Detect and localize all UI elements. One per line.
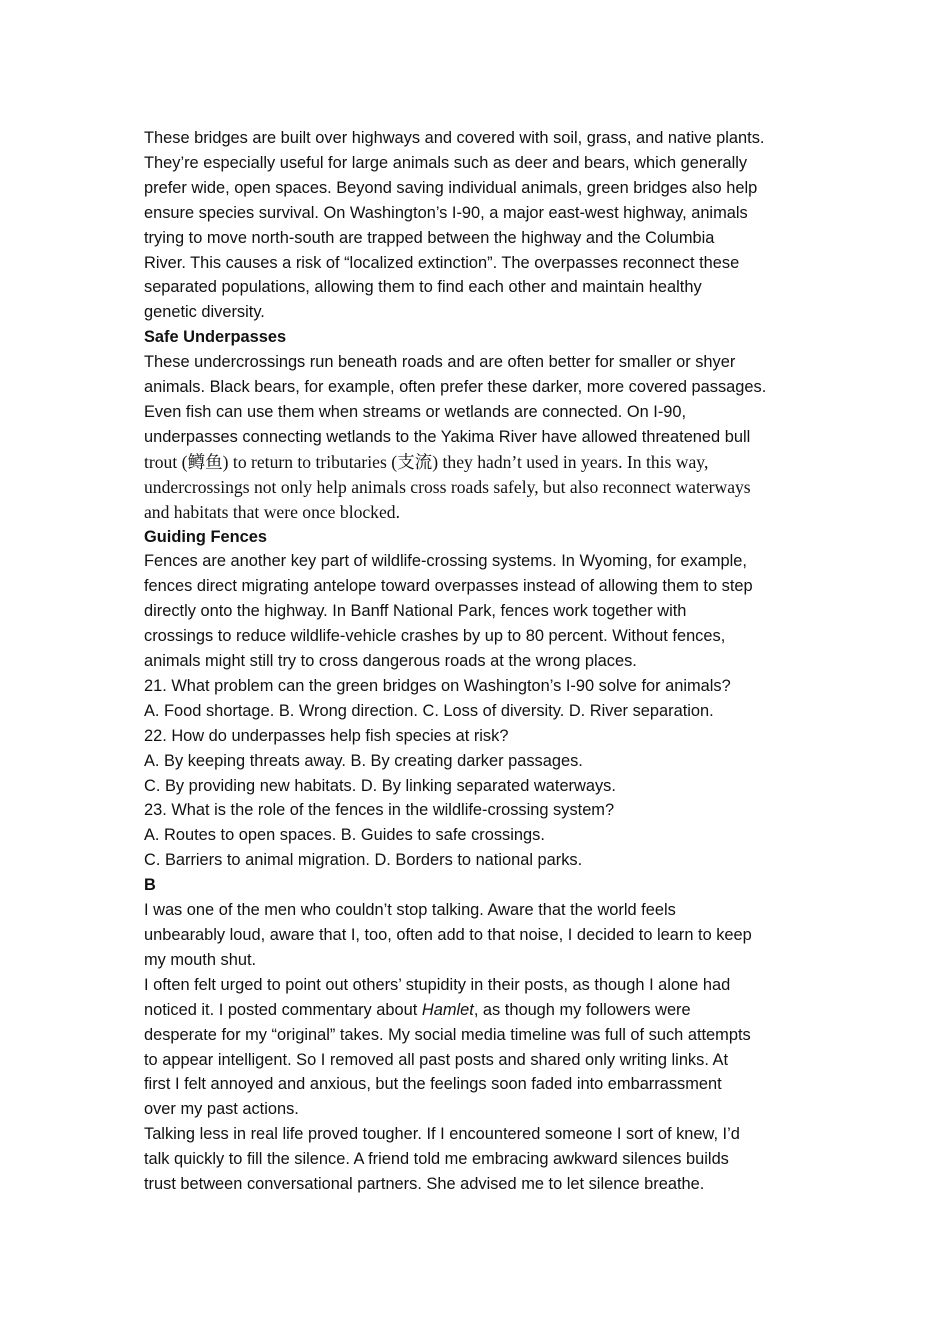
text-line: animals might still try to cross dangerous roads at the wrong places.	[144, 652, 637, 671]
text-line: I was one of the men who couldn’t stop talking. Aware that the world feels	[144, 901, 676, 920]
text-line: I often felt urged to point out others’ stupidity in their posts, as though I alone had	[144, 975, 731, 994]
text-line: These undercrossings run beneath roads and are often better for smaller or shyer	[144, 353, 736, 372]
text-line: unbearably loud, aware that I, too, often add to that noise, I decided to learn to keep	[144, 926, 752, 944]
passage-heading: B	[144, 876, 156, 895]
text-line: animals. Black bears, for example, often prefer these darker, more covered passages.	[144, 378, 767, 397]
text-line: Fences are another key part of wildlife-crossing systems. In Wyoming, for example,	[144, 552, 747, 571]
text-line: They’re especially useful for large animals such as deer and bears, which generally	[144, 153, 748, 172]
text-line: to appear intelligent. So I removed all past posts and shared only writing links. At	[144, 1050, 729, 1069]
passage-b	[144, 873, 814, 1197]
text-line: trout (鳟鱼) to return to tributaries (支流) they hadn’t used in years. In this way,	[144, 451, 709, 472]
section-heading: Guiding Fences	[144, 527, 267, 546]
text-line: first I felt annoyed and anxious, but the feelings soon faded into embarrassment	[144, 1075, 722, 1094]
section-safe-underpasses	[144, 325, 814, 524]
questions-block	[144, 674, 814, 873]
question-22-options: A. By keeping threats away. B. By creating darker passages.	[144, 751, 583, 770]
text-line: and habitats that were once blocked.	[144, 501, 400, 522]
text-line: over my past actions.	[144, 1100, 299, 1119]
italic-title: Hamlet	[421, 1000, 474, 1019]
text-line	[144, 998, 814, 1023]
text-line: trust between conversational partners. She advised me to let silence breathe.	[144, 1175, 705, 1194]
text-line: Talking less in real life proved tougher. If I encountered someone I sort of knew, I’d	[144, 1125, 740, 1144]
text-line: crossings to reduce wildlife-vehicle crashes by up to 80 percent. Without fences,	[144, 627, 726, 646]
text-line: ensure species survival. On Washington’s I-90, a major east-west highway, animals	[144, 203, 748, 222]
text-line: my mouth shut.	[144, 950, 257, 969]
text-line: prefer wide, open spaces. Beyond saving individual animals, green bridges also help	[144, 178, 758, 197]
question-22-options: C. By providing new habitats. D. By linking separated waterways.	[144, 776, 616, 795]
document-page	[144, 126, 814, 1197]
text-line: fences direct migrating antelope toward overpasses instead of allowing them to step	[144, 577, 753, 596]
text-line: genetic diversity.	[144, 303, 265, 322]
text-line: talk quickly to fill the silence. A friend told me embracing awkward silences builds	[144, 1150, 729, 1169]
question-21-options: A. Food shortage. B. Wrong direction. C. Loss of diversity. D. River separation.	[144, 701, 714, 720]
question-22: 22. How do underpasses help fish species at risk?	[144, 726, 509, 745]
question-23-options: A. Routes to open spaces. B. Guides to safe crossings.	[144, 826, 545, 845]
section-heading: Safe Underpasses	[144, 328, 287, 347]
question-21: 21. What problem can the green bridges on Washington’s I-90 solve for animals?	[144, 676, 731, 695]
text-line: desperate for my “original” takes. My social media timeline was full of such attempts	[144, 1025, 751, 1044]
text-line: undercrossings not only help animals cross roads safely, but also reconnect waterways	[144, 476, 751, 497]
question-23-options: C. Barriers to animal migration. D. Borders to national parks.	[144, 851, 583, 870]
text-line: These bridges are built over highways and covered with soil, grass, and native plants.	[144, 129, 765, 147]
section-guiding-fences	[144, 525, 814, 674]
text-run: , as though my followers were	[473, 1000, 691, 1019]
text-line: separated populations, allowing them to find each other and maintain healthy	[144, 278, 702, 297]
text-line: River. This causes a risk of “localized extinction”. The overpasses reconnect these	[144, 253, 740, 272]
passage-a-intro	[144, 126, 814, 325]
text-run: noticed it. I posted commentary about	[144, 1000, 422, 1019]
text-line: directly onto the highway. In Banff National Park, fences work together with	[144, 602, 687, 621]
text-line: Even fish can use them when streams or wetlands are connected. On I-90,	[144, 402, 687, 421]
text-line: trying to move north-south are trapped between the highway and the Columbia	[144, 228, 715, 247]
question-23: 23. What is the role of the fences in the wildlife-crossing system?	[144, 801, 615, 820]
text-line: underpasses connecting wetlands to the Yakima River have allowed threatened bull	[144, 427, 751, 446]
